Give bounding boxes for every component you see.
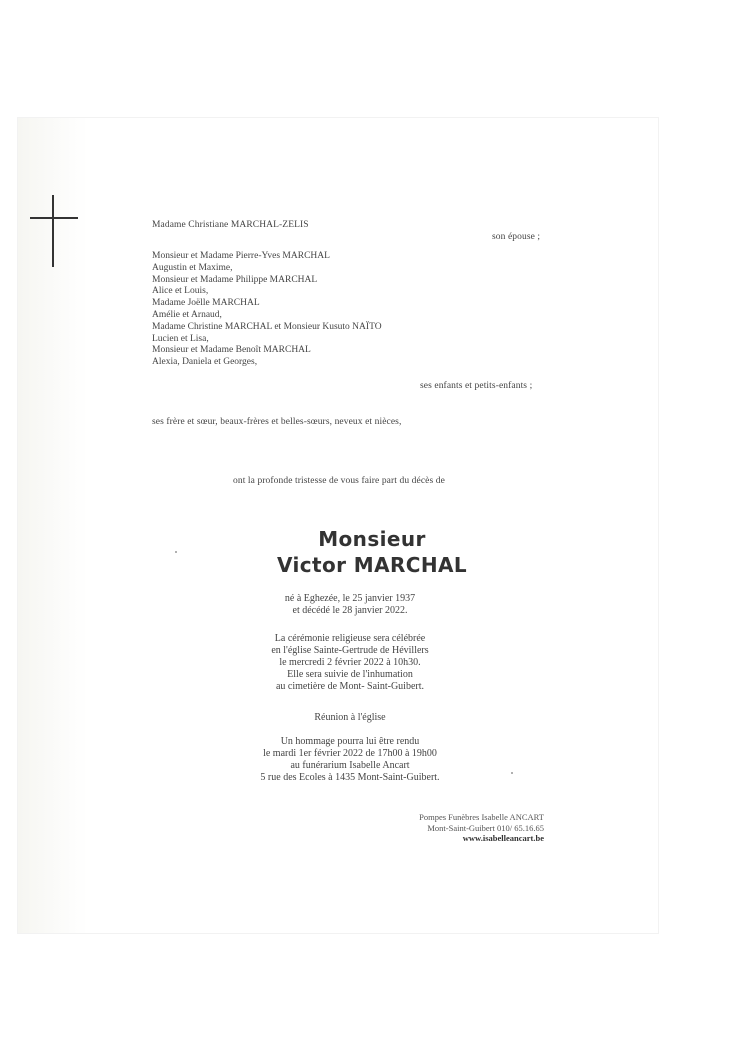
funeral-home-signature: [419, 812, 544, 844]
birth-line: né à Eghezée, le 25 janvier 1937: [284, 593, 416, 604]
family-line: Augustin et Maxime,: [152, 262, 233, 273]
homage-line: au funérarium Isabelle Ancart: [290, 760, 410, 771]
homage-line: 5 rue des Ecoles à 1435 Mont-Saint-Guibert.: [260, 772, 440, 783]
ceremony-line: le mercredi 2 février 2022 à 10h30.: [279, 657, 421, 668]
family-line: Amélie et Arnaud,: [152, 309, 222, 320]
homage-block: [200, 736, 500, 784]
homage-line: Un hommage pourra lui être rendu: [280, 736, 420, 747]
dates-block: [200, 593, 500, 617]
reunion-line: Réunion à l'église: [314, 712, 386, 723]
family-line: Monsieur et Madame Benoît MARCHAL: [152, 345, 311, 356]
cross-icon: [30, 195, 78, 267]
family-line: Madame Joëlle MARCHAL: [152, 298, 260, 309]
ceremony-line: au cimetière de Mont- Saint-Guibert.: [275, 681, 424, 692]
homage-line: le mardi 1er février 2022 de 17h00 à 19h00: [263, 748, 437, 759]
family-line: Alexia, Daniela et Georges,: [152, 357, 258, 368]
spouse-name: Madame Christiane MARCHAL-ZELIS: [152, 220, 309, 230]
family-line: Monsieur et Madame Philippe MARCHAL: [152, 274, 318, 285]
family-line: Lucien et Lisa,: [152, 333, 209, 344]
children-list: [152, 251, 382, 369]
funeral-home-name: Pompes Funèbres Isabelle ANCART: [419, 812, 544, 822]
spouse-role: son épouse ;: [492, 232, 541, 242]
death-line: et décédé le 28 janvier 2022.: [292, 605, 408, 616]
siblings-line: ses frère et sœur, beaux-frères et belles-sœurs, neveux et nièces,: [152, 417, 402, 427]
ceremony-block: [200, 633, 500, 693]
ceremony-line: La cérémonie religieuse sera célébrée: [274, 633, 426, 644]
children-role: ses enfants et petits-enfants ;: [420, 381, 533, 391]
family-line: Madame Christine MARCHAL et Monsieur Kusuto NAÏTO: [152, 321, 382, 332]
announcement-line: ont la profonde tristesse de vous faire part du décès de: [233, 476, 445, 486]
deceased-title: Monsieur: [318, 527, 426, 551]
ceremony-line: en l'église Sainte-Gertrude de Hévillers: [271, 645, 429, 656]
scan-speck: [511, 772, 513, 774]
ceremony-line: Elle sera suivie de l'inhumation: [287, 669, 413, 680]
funeral-home-phone: Mont-Saint-Guibert 010/ 65.16.65: [427, 822, 544, 833]
scan-speck: [175, 551, 177, 553]
family-line: Monsieur et Madame Pierre-Yves MARCHAL: [152, 251, 330, 261]
family-line: Alice et Louis,: [152, 286, 209, 297]
funeral-home-website[interactable]: www.isabelleancart.be: [462, 833, 544, 843]
deceased-name: Victor MARCHAL: [277, 553, 467, 577]
notice-sheet: [18, 118, 658, 933]
